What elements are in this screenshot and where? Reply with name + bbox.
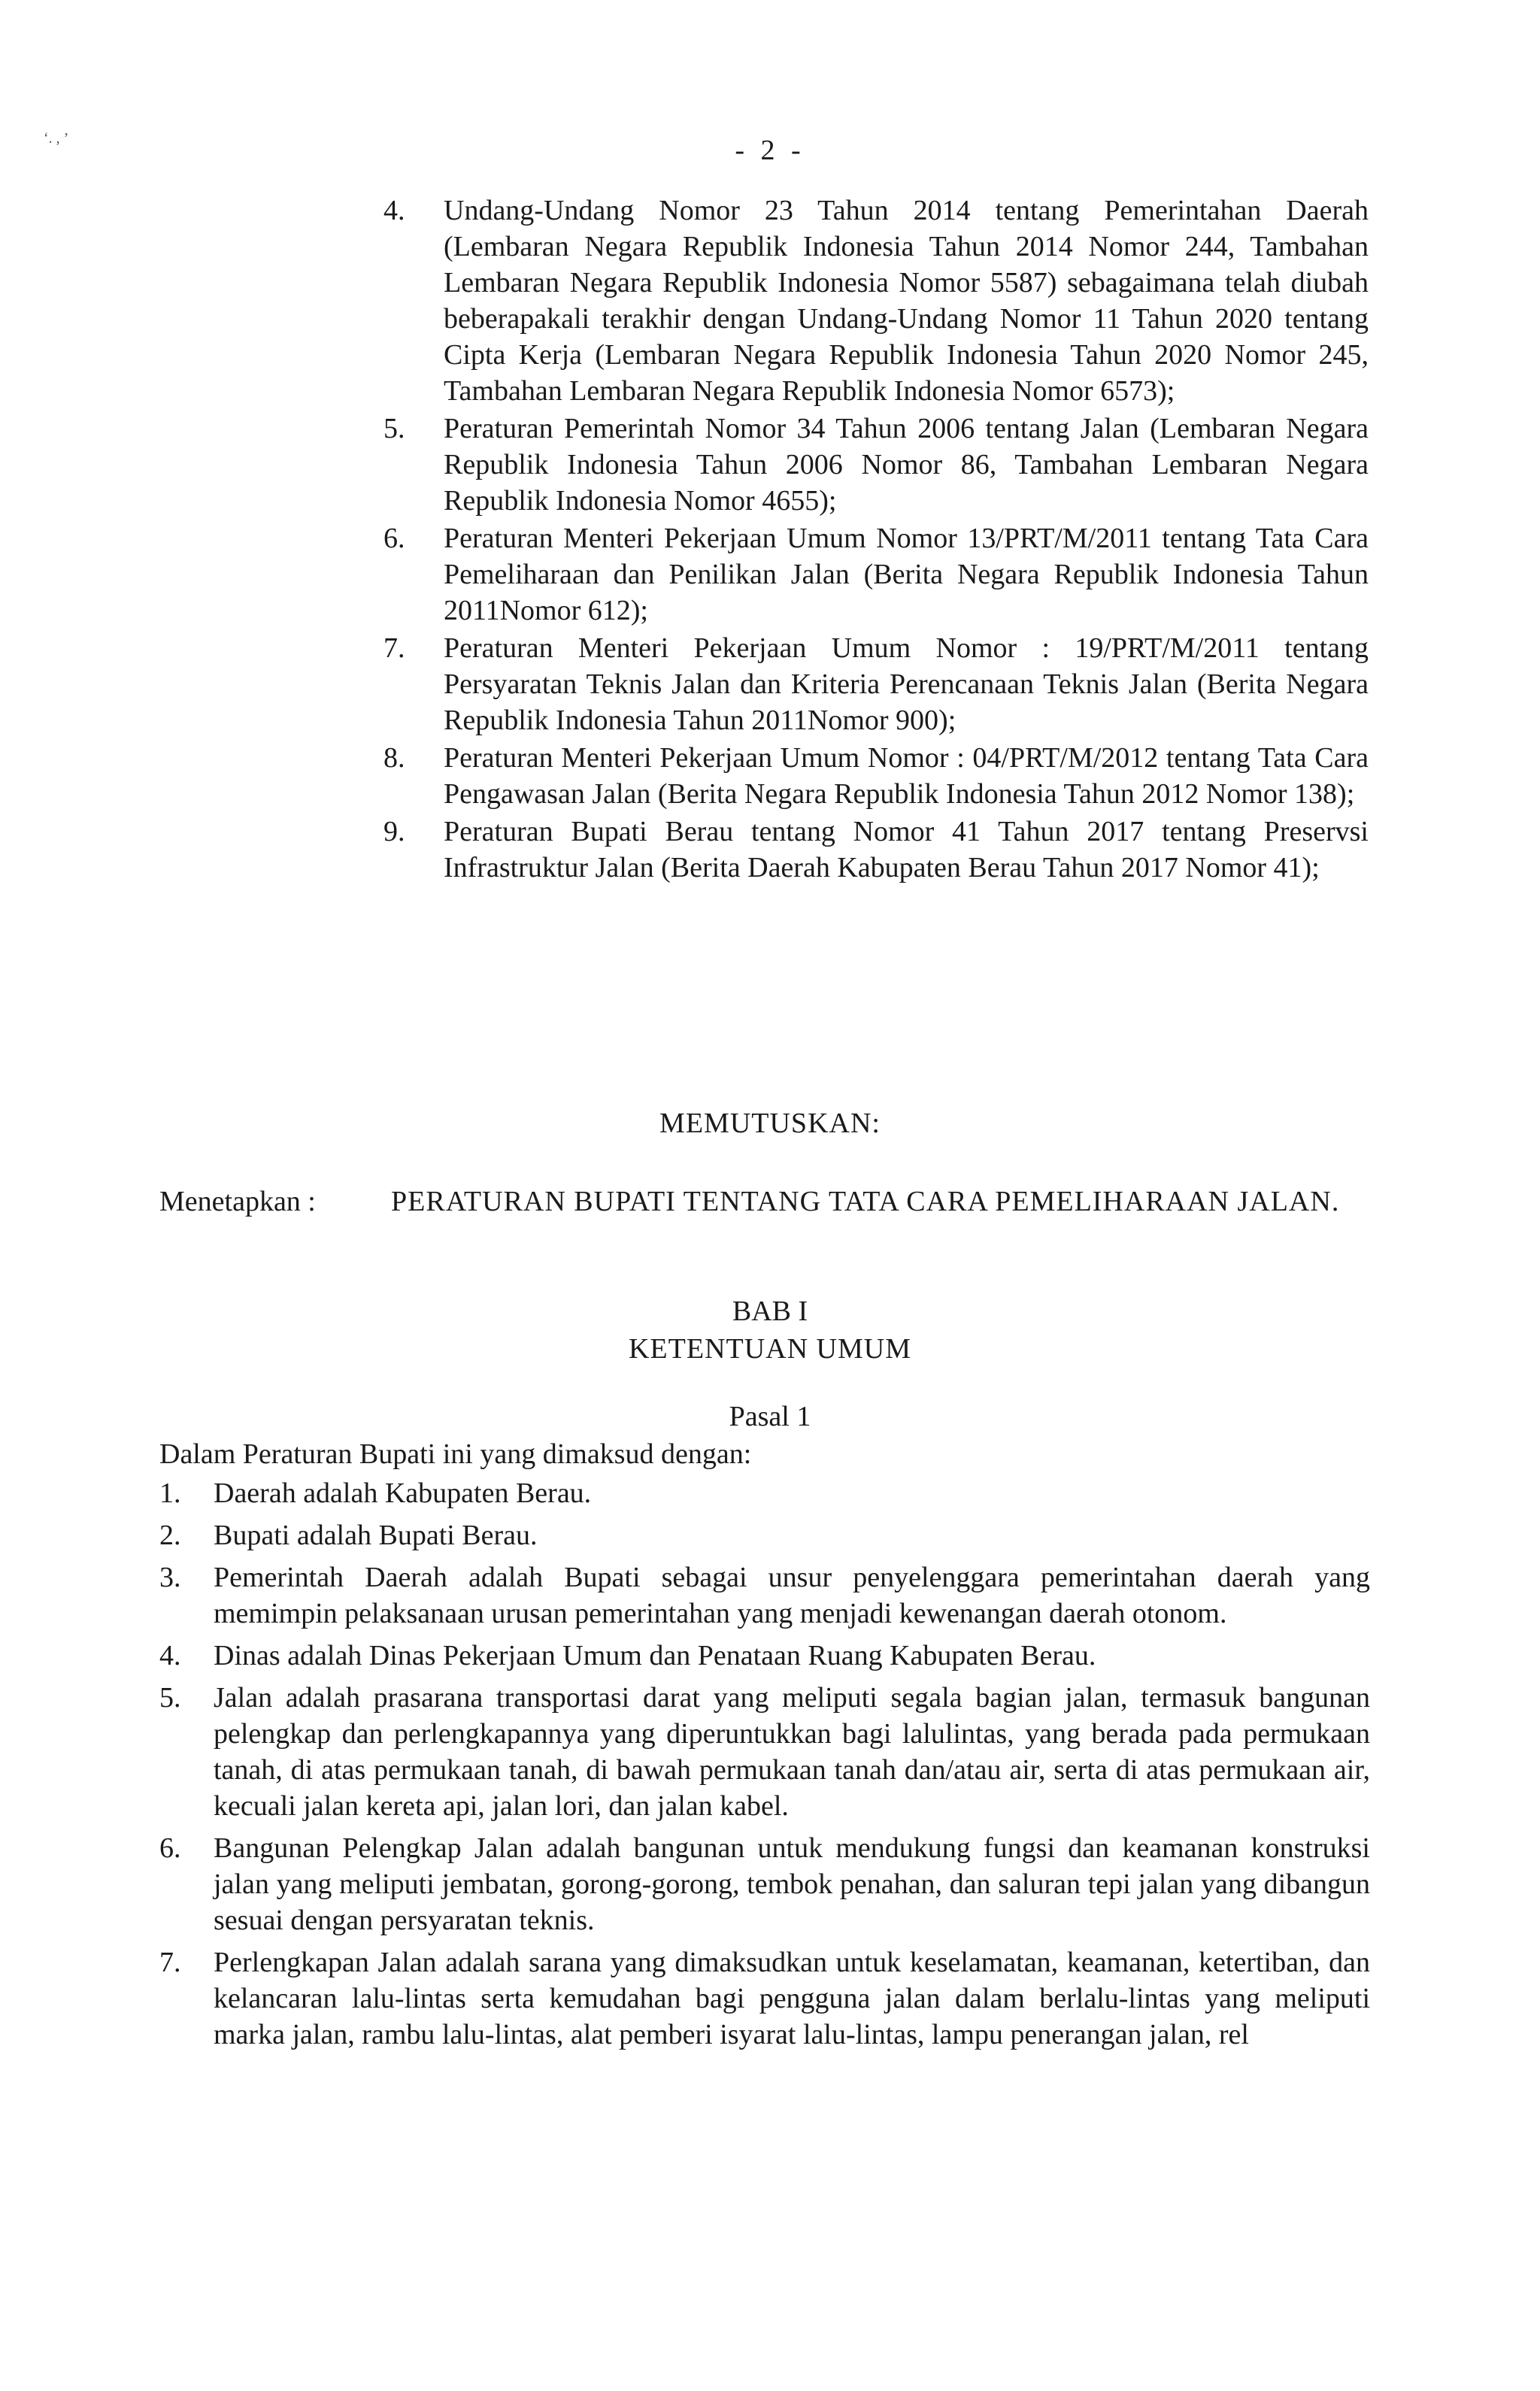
item-number: 6. <box>159 1832 181 1864</box>
considering-item <box>383 630 1369 738</box>
decision-heading: MEMUTUSKAN: <box>659 1108 881 1139</box>
definition-item <box>159 1559 1370 1632</box>
item-number: 8. <box>383 742 405 774</box>
stipulation-value: PERATURAN BUPATI TENTANG TATA CARA PEMELIHARAAN JALAN. <box>391 1186 1340 1217</box>
item-number: 7. <box>383 632 405 664</box>
item-text: Peraturan Menteri Pekerjaan Umum Nomor 13/PRT/M/2011 tentang Tata Cara Pemeliharaan dan Penilikan Jalan (Berita Negara Republik Indonesia Tahun 2011Nomor 612); <box>444 523 1369 626</box>
considering-item <box>383 192 1369 409</box>
item-number: 5. <box>159 1682 181 1714</box>
item-text: Bangunan Pelengkap Jalan adalah bangunan untuk mendukung fungsi dan keamanan konstruksi jalan yang meliputi jembatan, gorong-gorong, tembok penahan, dan saluran tepi jalan yang dibangun sesuai dengan persyaratan teknis. <box>214 1832 1370 1936</box>
definitions-list <box>159 1475 1370 2059</box>
definition-item <box>159 1638 1370 1674</box>
item-number: 5. <box>383 413 405 444</box>
definition-item <box>159 1517 1370 1553</box>
scan-specks: ‘. , ’ <box>44 130 69 147</box>
item-number: 2. <box>159 1520 181 1551</box>
definition-item <box>159 1830 1370 1938</box>
item-text: Peraturan Menteri Pekerjaan Umum Nomor : 04/PRT/M/2012 tentang Tata Cara Pengawasan Jalan (Berita Negara Republik Indonesia Tahun 2012 Nomor 138); <box>444 742 1369 810</box>
item-text: Perlengkapan Jalan adalah sarana yang dimaksudkan untuk keselamatan, keamanan, ketertiban, dan kelancaran lalu-lintas serta kemudahan bagi pengguna jalan dalam berlalu-lintas yang meliputi marka jalan, rambu lalu-lintas, alat pemberi isyarat lalu-lintas, lampu penerangan jalan, rel <box>214 1947 1370 2050</box>
item-text: Peraturan Menteri Pekerjaan Umum Nomor : 19/PRT/M/2011 tentang Persyaratan Teknis Jalan dan Kriteria Perencanaan Teknis Jalan (Berita Negara Republik Indonesia Tahun 2011Nomor 900); <box>444 632 1369 736</box>
considering-item <box>383 411 1369 519</box>
item-number: 1. <box>159 1477 181 1509</box>
considering-item <box>383 520 1369 629</box>
item-text: Dinas adalah Dinas Pekerjaan Umum dan Penataan Ruang Kabupaten Berau. <box>214 1640 1096 1671</box>
item-text: Peraturan Pemerintah Nomor 34 Tahun 2006 tentang Jalan (Lembaran Negara Republik Indonesia Tahun 2006 Nomor 86, Tambahan Lembaran Negara Republik Indonesia Nomor 4655); <box>444 413 1369 517</box>
considering-list <box>383 192 1369 887</box>
item-text: Peraturan Bupati Berau tentang Nomor 41 Tahun 2017 tentang Preservsi Infrastruktur Jalan (Berita Daerah Kabupaten Berau Tahun 2017 Nomor 41); <box>444 816 1369 883</box>
considering-item <box>383 740 1369 812</box>
item-number: 9. <box>383 816 405 847</box>
item-text: Daerah adalah Kabupaten Berau. <box>214 1477 592 1509</box>
item-number: 3. <box>159 1562 181 1593</box>
considering-item <box>383 814 1369 886</box>
item-text: Bupati adalah Bupati Berau. <box>214 1520 538 1551</box>
item-number: 4. <box>383 195 405 226</box>
item-number: 4. <box>159 1640 181 1671</box>
item-text: Pemerintah Daerah adalah Bupati sebagai unsur penyelenggara pemerintahan daerah yang memimpin pelaksanaan urusan pemerintahan yang menjadi kewenangan daerah otonom. <box>214 1562 1370 1629</box>
chapter-number: BAB I <box>732 1296 808 1327</box>
article-intro: Dalam Peraturan Bupati ini yang dimaksud dengan: <box>159 1438 752 1470</box>
item-number: 7. <box>159 1947 181 1978</box>
item-text: Undang-Undang Nomor 23 Tahun 2014 tentang Pemerintahan Daerah (Lembaran Negara Republik Indonesia Tahun 2014 Nomor 244, Tambahan Lembaran Negara Republik Indonesia Nomor 5587) sebagaimana telah diubah beberapakali terakhir dengan Undang-Undang Nomor 11 Tahun 2020 tentang Cipta Kerja (Lembaran Negara Republik Indonesia Tahun 2020 Nomor 245, Tambahan Lembaran Negara Republik Indonesia Nomor 6573); <box>444 195 1369 407</box>
definition-item <box>159 1475 1370 1511</box>
item-number: 6. <box>383 523 405 554</box>
definition-item <box>159 1944 1370 2053</box>
stipulation-label: Menetapkan : <box>159 1186 316 1217</box>
chapter-title: KETENTUAN UMUM <box>628 1333 912 1365</box>
article-heading: Pasal 1 <box>729 1401 811 1432</box>
page-number: - 2 - <box>735 135 805 166</box>
definition-item <box>159 1680 1370 1824</box>
item-text: Jalan adalah prasarana transportasi darat yang meliputi segala bagian jalan, termasuk bangunan pelengkap dan perlengkapannya yang diperuntukkan bagi lalulintas, yang berada pada permukaan tanah, di atas permukaan tanah, di bawah permukaan tanah dan/atau air, serta di atas permukaan air, kecuali jalan kereta api, jalan lori, dan jalan kabel. <box>214 1682 1370 1822</box>
